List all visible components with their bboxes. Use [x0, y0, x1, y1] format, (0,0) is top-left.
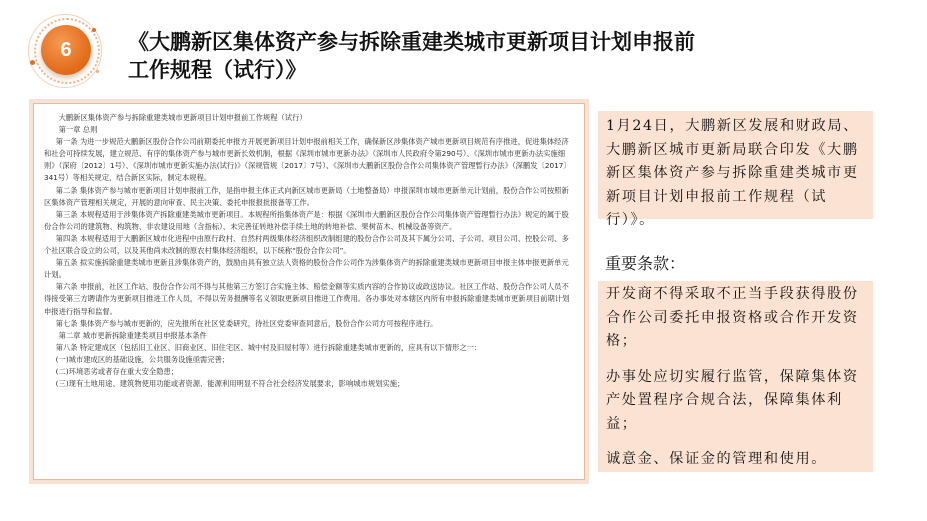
document-paragraph: 第一章 总则: [58, 125, 98, 135]
document-excerpt: [33, 103, 585, 480]
document-paragraph: 第七条 集体资产参与城市更新的，应先报所在社区党委研究，待社区党委审查同意后，股份合作公司方可按程序进行。: [55, 318, 438, 328]
document-paragraph: (三)现有土地用途、建筑物使用功能或者资源、能源利用明显不符合社会经济发展要求，影响城市规划实施；: [55, 379, 405, 389]
document-paragraph: 第三条 本规程适用于涉集体资产拆除重建类城市更新项目。本规程所指集体资产是：根据《深圳市大鹏新区股份合作公司集体资产管理暂行办法》规定的属于股份合作公司的建筑物、构筑物、非农建设用地（含指标）、未完善征转地补偿手续土地的转地补偿、果树苗木、机械设备等资产。: [44, 209, 569, 231]
document-paragraph: 第五条 拟实施拆除重建类城市更新且涉集体资产的，鼓励由具有独立法人资格的股份合作公司作为涉集体资产的拆除重建类城市更新项目申报主体申报更新单元计划。: [44, 258, 569, 280]
slide-number: 6: [41, 25, 91, 75]
title-line-1: 《大鹏新区集体资产参与拆除重建类城市更新项目计划申报前: [128, 30, 695, 54]
document-paragraph: 第八条 特定建成区（包括旧工业区、旧商业区、旧住宅区、城中村及旧屋村等）进行拆除重建类城市更新的，应具有以下情形之一：: [55, 342, 482, 352]
document-paragraph: 大鹏新区集体资产参与拆除重建类城市更新项目计划申报前工作规程（试行）: [58, 113, 307, 122]
document-paragraph: 第六条 申报前，社区工作站、股份合作公司不得与其他第三方签订合实施主体、赔偿金额等实质内容的合作协议或政送协议。社区工作站、股份合作公司人员不得接受第三方聘请作为更新项目推进工作人员，不得以劳务报酬等名义领取更新项目推进工作费用。各办事处对本辖区内所有申报拆除重建类城市更新项目前期计划申报进行指导和监督。: [44, 282, 570, 316]
document-paragraph: 第二条 集体资产参与城市更新项目计划申报前工作，是指申报主体正式向新区城市更新局（土地整备局）申报深圳市城市更新单元计划前，股份合作公司按照新区集体资产管理相关规定，开展的意向审查、民主决策、委托申报报批报备等工作。: [44, 185, 569, 207]
badge-dot: [30, 60, 35, 65]
summary-panel: [598, 111, 873, 228]
document-paragraph: 第二章 城市更新拆除重建类项目申报基本条件: [58, 330, 207, 340]
key-term-item: 办事处应切实履行监管，保障集体资产处置程序合规合法，保障集体利益；: [606, 368, 859, 432]
document-paragraph: 第一条 为进一步规范大鹏新区股份合作公司前期委托申报方开展更新项目计划申报前相关工作，确保新区涉集体资产城市更新项目规范有序推进，促进集体经济和社会可持续发展，建立规范、有序的集体资产参与城市更新长效机制，根据《深圳市城市更新办法》（深圳市人民政府令第290号）、《深圳市城市更新办法实施细则》（深府〔2012〕1号）、《深圳市城市更新实施办法(试行)》（深规管规〔2017〕7号）、《深圳市大鹏新区股份合作公司集体资产管理暂行办法》（深鹏发〔2017〕341号）等相关规定，结合新区实际，制定本规程。: [44, 137, 571, 183]
badge-dot: [92, 28, 96, 32]
document-paragraph: 第四条 本规程适用于大鹏新区城市化进程中由原行政村、自然村两级集体经济组织改制组建的股份合作公司及其下属分公司、子公司、项目公司、控股公司、多个社区联合设立的公司，以及其他尚未改制的原农村集体经济组织，以下统称“股份合作公司”。: [44, 233, 569, 256]
key-term-item: 开发商不得采取不正当手段获得股份合作公司委托申报资格或合作开发资格；: [606, 286, 859, 349]
slide-title: [128, 28, 828, 84]
key-term-item: 诚意金、保证金的管理和使用。: [606, 451, 828, 467]
key-terms-panel: [598, 281, 873, 472]
key-terms-heading: 重要条款：: [605, 254, 686, 273]
document-body: [34, 104, 584, 390]
document-paragraph: (一)城市建成区的基础设施，公共服务设施亟需完善；: [55, 354, 230, 364]
summary-text: 1月24日，大鹏新区发展和财政局、大鹏新区城市更新局联合印发《大鹏新区集体资产参与拆除重建类城市更新项目计划申报前工作规程（试行）》。: [606, 118, 859, 228]
slide-number-badge: [28, 14, 106, 88]
document-paragraph: (二)环境恶劣或者存在重大安全隐患；: [55, 366, 179, 376]
title-line-2: 工作规程（试行）》: [128, 58, 307, 82]
badge-dot: [96, 70, 99, 73]
